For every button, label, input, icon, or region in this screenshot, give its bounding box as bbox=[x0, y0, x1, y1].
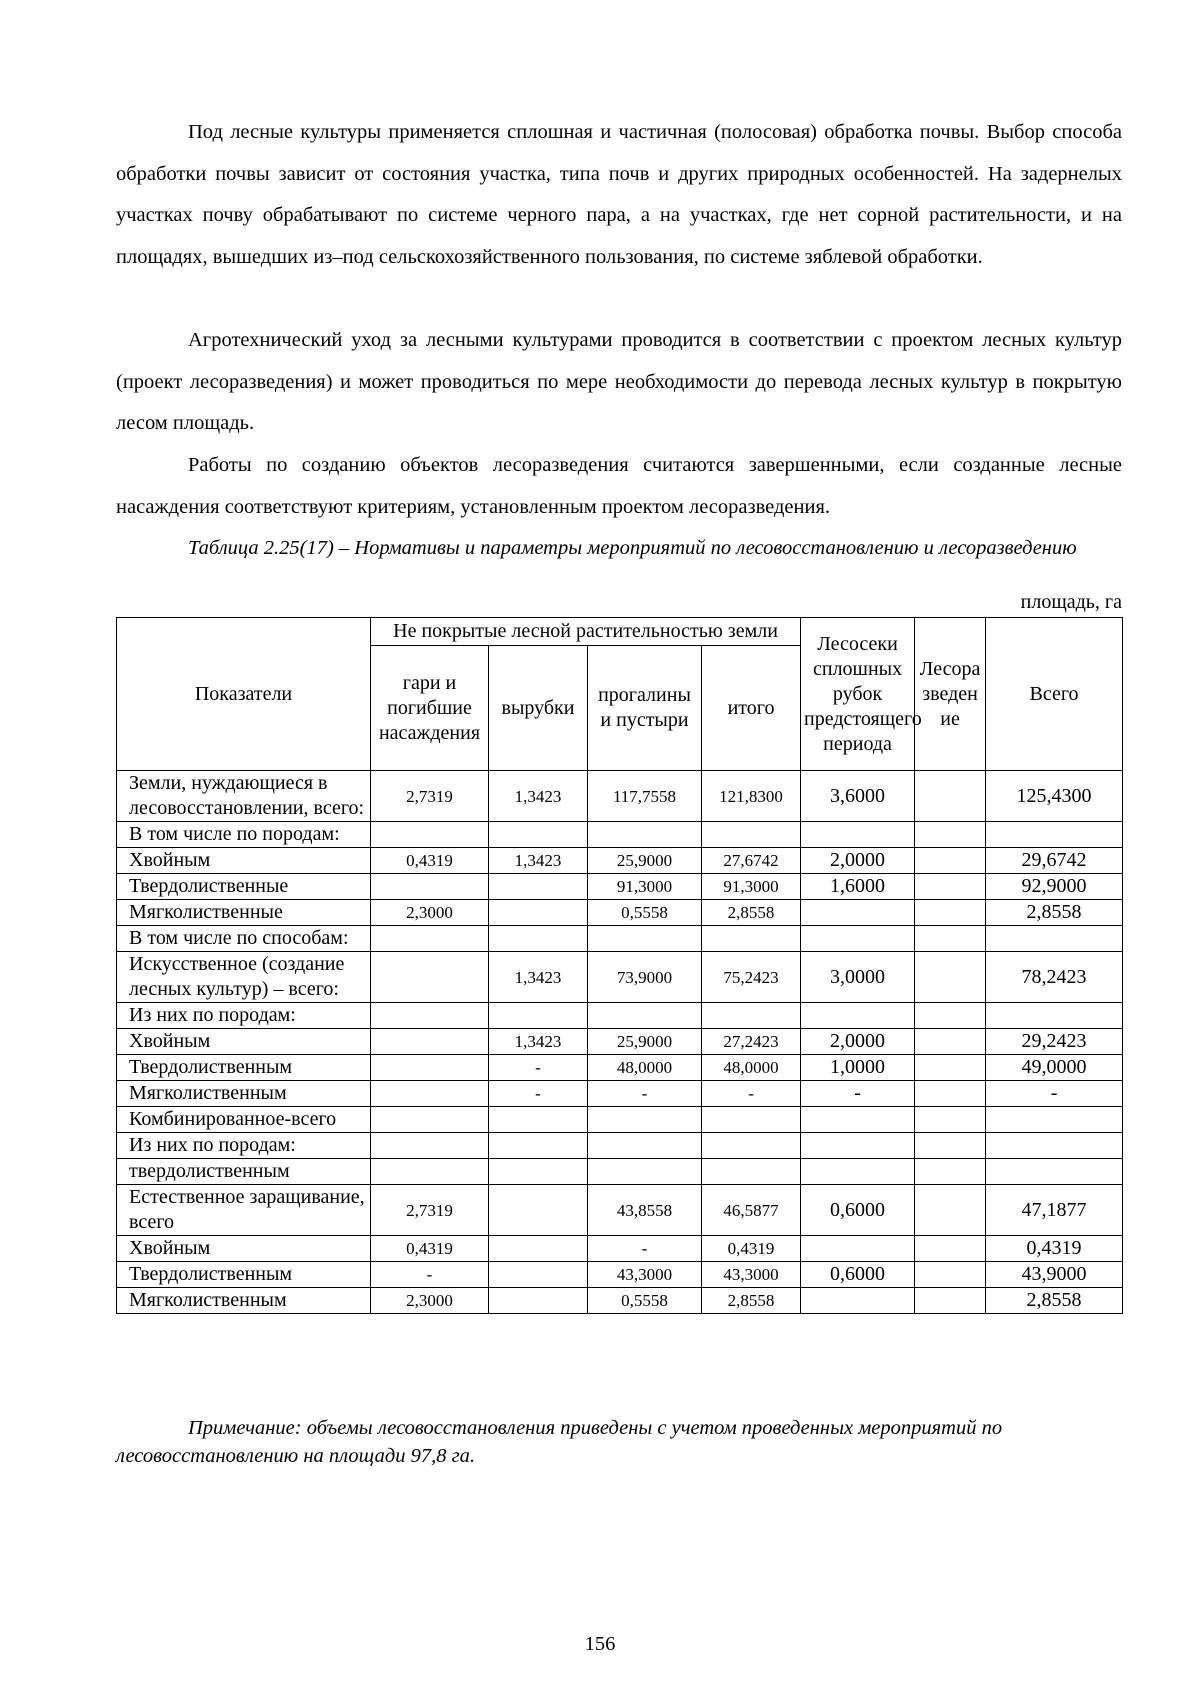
cell-subtotal bbox=[702, 822, 801, 848]
row-label: Земли, нуждающиеся в лесовосстановлении, всего: bbox=[117, 771, 371, 822]
cell-burned bbox=[371, 822, 489, 848]
cell-burned: 2,7319 bbox=[371, 771, 489, 822]
table-row bbox=[117, 1107, 1123, 1133]
cell-cuttings bbox=[489, 1185, 588, 1236]
cell-total: - bbox=[986, 1081, 1123, 1107]
cell-burned bbox=[371, 1029, 489, 1055]
cell-afforestation bbox=[915, 1029, 986, 1055]
header-row-1 bbox=[117, 618, 1123, 646]
cell-burned bbox=[371, 1003, 489, 1029]
cell-clearcut: 2,0000 bbox=[801, 848, 915, 874]
cell-total: 29,2423 bbox=[986, 1029, 1123, 1055]
cell-cuttings bbox=[489, 874, 588, 900]
cell-burned: 0,4319 bbox=[371, 1236, 489, 1262]
cell-afforestation bbox=[915, 874, 986, 900]
table-row bbox=[117, 1133, 1123, 1159]
row-label: Комбинированное-всего bbox=[117, 1107, 371, 1133]
cell-clearcut: 1,6000 bbox=[801, 874, 915, 900]
table-row bbox=[117, 1185, 1123, 1236]
cell-cuttings bbox=[489, 1288, 588, 1314]
cell-cuttings: 1,3423 bbox=[489, 848, 588, 874]
cell-burned: 2,7319 bbox=[371, 1185, 489, 1236]
header-afforestation: Лесоразведение bbox=[915, 618, 986, 771]
header-total: Всего bbox=[986, 618, 1123, 771]
cell-glades: 91,3000 bbox=[588, 874, 702, 900]
paragraph-2: Агротехнический уход за лесными культурами проводится в соответствии с проектом лесных культур (проект лесоразведения) и может проводиться по мере необходимости до перевода лесных культур в покрытую лесом площадь. bbox=[116, 329, 1122, 434]
cell-subtotal: 27,6742 bbox=[702, 848, 801, 874]
cell-cuttings: - bbox=[489, 1055, 588, 1081]
cell-cuttings: 1,3423 bbox=[489, 1029, 588, 1055]
row-label: Мягколиственные bbox=[117, 900, 371, 926]
cell-cuttings: 1,3423 bbox=[489, 952, 588, 1003]
cell-total: 47,1877 bbox=[986, 1185, 1123, 1236]
cell-glades bbox=[588, 1159, 702, 1185]
cell-total: 2,8558 bbox=[986, 1288, 1123, 1314]
cell-cuttings: - bbox=[489, 1081, 588, 1107]
cell-glades bbox=[588, 926, 702, 952]
cell-glades: 117,7558 bbox=[588, 771, 702, 822]
row-label: Хвойным bbox=[117, 1029, 371, 1055]
cell-cuttings bbox=[489, 1107, 588, 1133]
cell-burned: 2,3000 bbox=[371, 1288, 489, 1314]
table-row bbox=[117, 1055, 1123, 1081]
row-label: Твердолиственным bbox=[117, 1262, 371, 1288]
header-burned: гари и погибшие насаждения bbox=[371, 646, 489, 771]
table-row bbox=[117, 848, 1123, 874]
cell-total bbox=[986, 1159, 1123, 1185]
cell-cuttings bbox=[489, 1003, 588, 1029]
cell-clearcut bbox=[801, 1003, 915, 1029]
header-subtotal: итого bbox=[702, 646, 801, 771]
cell-afforestation bbox=[915, 1185, 986, 1236]
row-label: В том числе по способам: bbox=[117, 926, 371, 952]
cell-burned bbox=[371, 1081, 489, 1107]
table-row bbox=[117, 1029, 1123, 1055]
row-label: В том числе по породам: bbox=[117, 822, 371, 848]
cell-afforestation bbox=[915, 822, 986, 848]
page-number: 156 bbox=[584, 1633, 616, 1655]
row-label: Из них по породам: bbox=[117, 1003, 371, 1029]
cell-glades bbox=[588, 822, 702, 848]
cell-afforestation bbox=[915, 771, 986, 822]
cell-clearcut: 3,0000 bbox=[801, 952, 915, 1003]
cell-glades bbox=[588, 1133, 702, 1159]
cell-burned bbox=[371, 874, 489, 900]
table-row bbox=[117, 1003, 1123, 1029]
row-label: Из них по породам: bbox=[117, 1133, 371, 1159]
cell-glades: - bbox=[588, 1081, 702, 1107]
cell-burned bbox=[371, 926, 489, 952]
row-label: Мягколиственным bbox=[117, 1288, 371, 1314]
table-row bbox=[117, 1236, 1123, 1262]
cell-cuttings bbox=[489, 822, 588, 848]
row-label: Мягколиственным bbox=[117, 1081, 371, 1107]
cell-cuttings bbox=[489, 900, 588, 926]
cell-clearcut: 2,0000 bbox=[801, 1029, 915, 1055]
cell-clearcut bbox=[801, 900, 915, 926]
cell-glades: 48,0000 bbox=[588, 1055, 702, 1081]
cell-afforestation bbox=[915, 1081, 986, 1107]
cell-clearcut bbox=[801, 822, 915, 848]
cell-glades: 25,9000 bbox=[588, 1029, 702, 1055]
table-row bbox=[117, 822, 1123, 848]
cell-burned: - bbox=[371, 1262, 489, 1288]
cell-burned: 0,4319 bbox=[371, 848, 489, 874]
cell-total bbox=[986, 1107, 1123, 1133]
table-row bbox=[117, 926, 1123, 952]
table-row bbox=[117, 874, 1123, 900]
cell-burned bbox=[371, 1159, 489, 1185]
cell-clearcut: 1,0000 bbox=[801, 1055, 915, 1081]
row-label: твердолиственным bbox=[117, 1159, 371, 1185]
cell-subtotal: 91,3000 bbox=[702, 874, 801, 900]
cell-subtotal: 48,0000 bbox=[702, 1055, 801, 1081]
cell-total: 0,4319 bbox=[986, 1236, 1123, 1262]
cell-total: 43,9000 bbox=[986, 1262, 1123, 1288]
cell-afforestation bbox=[915, 1055, 986, 1081]
cell-clearcut bbox=[801, 1107, 915, 1133]
cell-cuttings bbox=[489, 1262, 588, 1288]
cell-afforestation bbox=[915, 1262, 986, 1288]
cell-afforestation bbox=[915, 1236, 986, 1262]
row-label: Искусственное (создание лесных культур) – всего: bbox=[117, 952, 371, 1003]
cell-cuttings bbox=[489, 1133, 588, 1159]
row-label: Твердолиственным bbox=[117, 1055, 371, 1081]
cell-glades: 0,5558 bbox=[588, 1288, 702, 1314]
cell-total bbox=[986, 822, 1123, 848]
cell-clearcut: 3,6000 bbox=[801, 771, 915, 822]
table-unit: площадь, га bbox=[1020, 591, 1122, 613]
cell-subtotal bbox=[702, 926, 801, 952]
cell-burned: 2,3000 bbox=[371, 900, 489, 926]
header-clearcut: Лесосеки сплошных рубок предстоящего периода bbox=[801, 618, 915, 771]
cell-cuttings bbox=[489, 926, 588, 952]
row-label: Твердолиственные bbox=[117, 874, 371, 900]
cell-glades bbox=[588, 1107, 702, 1133]
cell-subtotal: 2,8558 bbox=[702, 900, 801, 926]
cell-glades bbox=[588, 1003, 702, 1029]
cell-total: 29,6742 bbox=[986, 848, 1123, 874]
row-label: Хвойным bbox=[117, 848, 371, 874]
cell-burned bbox=[371, 1055, 489, 1081]
cell-glades: 25,9000 bbox=[588, 848, 702, 874]
cell-clearcut: 0,6000 bbox=[801, 1185, 915, 1236]
cell-clearcut bbox=[801, 1133, 915, 1159]
cell-total: 2,8558 bbox=[986, 900, 1123, 926]
cell-total: 125,4300 bbox=[986, 771, 1123, 822]
table-row bbox=[117, 771, 1123, 822]
cell-subtotal: 2,8558 bbox=[702, 1288, 801, 1314]
cell-clearcut bbox=[801, 926, 915, 952]
table-row bbox=[117, 900, 1123, 926]
cell-cuttings: 1,3423 bbox=[489, 771, 588, 822]
cell-glades: - bbox=[588, 1236, 702, 1262]
row-label: Естественное заращивание, всего bbox=[117, 1185, 371, 1236]
paragraph-3: Работы по созданию объектов лесоразведения считаются завершенными, если созданные лесные насаждения соответствуют критериям, установленным проектом лесоразведения. bbox=[116, 454, 1122, 518]
cell-subtotal: 75,2423 bbox=[702, 952, 801, 1003]
cell-clearcut bbox=[801, 1159, 915, 1185]
cell-afforestation bbox=[915, 1003, 986, 1029]
cell-total bbox=[986, 926, 1123, 952]
cell-subtotal: 43,3000 bbox=[702, 1262, 801, 1288]
cell-subtotal bbox=[702, 1159, 801, 1185]
cell-total bbox=[986, 1003, 1123, 1029]
row-label: Хвойным bbox=[117, 1236, 371, 1262]
header-glades: прогалины и пустыри bbox=[588, 646, 702, 771]
table-row bbox=[117, 952, 1123, 1003]
cell-clearcut bbox=[801, 1236, 915, 1262]
cell-afforestation bbox=[915, 1288, 986, 1314]
cell-subtotal: 0,4319 bbox=[702, 1236, 801, 1262]
cell-afforestation bbox=[915, 952, 986, 1003]
header-not-covered: Не покрытые лесной растительностью земли bbox=[371, 618, 801, 646]
cell-afforestation bbox=[915, 1107, 986, 1133]
paragraph-1: Под лесные культуры применяется сплошная и частичная (полосовая) обработка почвы. Выбор способа обработки почвы зависит от состояния участка, типа почв и других природных особенностей. На задернелых участках почву обрабатывают по системе черного пара, а на участках, где нет сорной растительности, и на площадях, вышедших из–под сельскохозяйственного пользования, по системе зяблевой обработки. bbox=[116, 121, 1122, 268]
cell-clearcut bbox=[801, 1288, 915, 1314]
table-caption: Таблица 2.25(17) – Нормативы и параметры мероприятий по лесовосстановлению и лесоразведению bbox=[188, 537, 1077, 559]
table-row bbox=[117, 1159, 1123, 1185]
cell-subtotal: 46,5877 bbox=[702, 1185, 801, 1236]
measures-table bbox=[116, 617, 1123, 1314]
table-row bbox=[117, 1262, 1123, 1288]
cell-glades: 73,9000 bbox=[588, 952, 702, 1003]
cell-subtotal bbox=[702, 1133, 801, 1159]
cell-clearcut: - bbox=[801, 1081, 915, 1107]
cell-glades: 43,3000 bbox=[588, 1262, 702, 1288]
cell-subtotal: - bbox=[702, 1081, 801, 1107]
table-note: Примечание: объемы лесовосстановления приведены с учетом проведенных мероприятий по лесовосстановлению на площади 97,8 га. bbox=[116, 1417, 1003, 1467]
cell-total: 49,0000 bbox=[986, 1055, 1123, 1081]
cell-cuttings bbox=[489, 1236, 588, 1262]
table-row bbox=[117, 1288, 1123, 1314]
cell-afforestation bbox=[915, 1133, 986, 1159]
cell-total: 78,2423 bbox=[986, 952, 1123, 1003]
cell-subtotal: 27,2423 bbox=[702, 1029, 801, 1055]
header-cuttings: вырубки bbox=[489, 646, 588, 771]
cell-clearcut: 0,6000 bbox=[801, 1262, 915, 1288]
cell-glades: 0,5558 bbox=[588, 900, 702, 926]
cell-afforestation bbox=[915, 926, 986, 952]
cell-subtotal bbox=[702, 1003, 801, 1029]
cell-cuttings bbox=[489, 1159, 588, 1185]
cell-afforestation bbox=[915, 1159, 986, 1185]
table-row bbox=[117, 1081, 1123, 1107]
cell-burned bbox=[371, 1107, 489, 1133]
cell-total bbox=[986, 1133, 1123, 1159]
cell-burned bbox=[371, 1133, 489, 1159]
cell-total: 92,9000 bbox=[986, 874, 1123, 900]
cell-afforestation bbox=[915, 900, 986, 926]
header-indicators: Показатели bbox=[117, 618, 371, 771]
cell-burned bbox=[371, 952, 489, 1003]
cell-glades: 43,8558 bbox=[588, 1185, 702, 1236]
cell-afforestation bbox=[915, 848, 986, 874]
cell-subtotal: 121,8300 bbox=[702, 771, 801, 822]
cell-subtotal bbox=[702, 1107, 801, 1133]
